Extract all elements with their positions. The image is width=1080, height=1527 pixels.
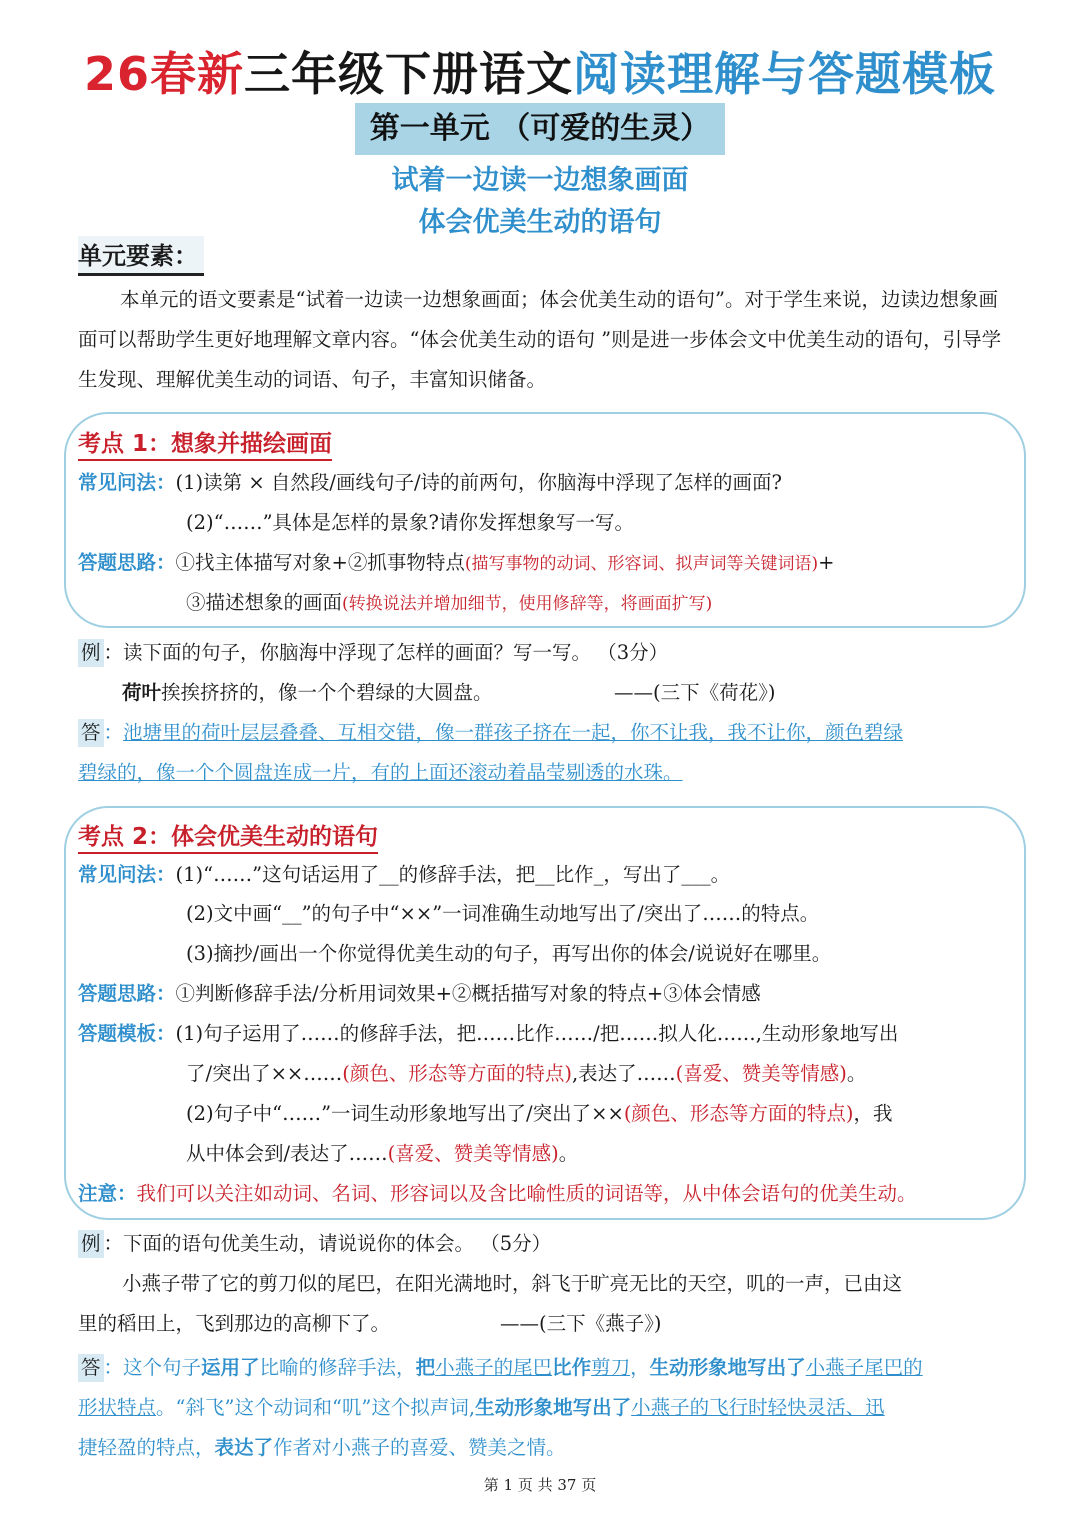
- template-text-4c: 。: [558, 1142, 579, 1165]
- point-2-idea-row: [78, 980, 761, 1008]
- point-2-question-row-2: (2)文中画“__”的句子中“××”一词准确生动地写出了/突出了……的特点。: [186, 902, 820, 925]
- idea-label: 答题思路：: [78, 551, 176, 574]
- page-number: 第 1 页 共 37 页: [483, 1476, 597, 1494]
- point-1-question-row-2: (2)“……”具体是怎样的景象?请你发挥想象写一写。: [186, 511, 635, 534]
- subtitle-line-1: 试着一边读一边想象画面: [391, 165, 689, 196]
- answer-seg: 小燕子的尾巴: [435, 1356, 553, 1379]
- point-2-question-row-1: [78, 861, 730, 889]
- example-question-text: ：下面的语句优美生动，请说说你的体会。 （5分）: [103, 1232, 552, 1255]
- answer-seg: 小燕子的飞行时轻快灵活、迅: [631, 1396, 885, 1419]
- title-grade: 三年级下册语文: [244, 47, 573, 101]
- quote-bold: 荷叶: [122, 681, 162, 704]
- template-text-3a: (2)句子中“……”一词生动形象地写出了/突出了××: [186, 1102, 624, 1125]
- template-note-4b: (喜爱、赞美等情感): [387, 1142, 559, 1165]
- point-2-note-row: [78, 1180, 917, 1208]
- idea-text: ①判断修辞手法/分析用词效果+②概括描写对象的特点+③体会情感: [175, 982, 761, 1005]
- template-note-2b: (颜色、形态等方面的特点): [342, 1062, 572, 1085]
- template-text-2c: ,表达了……: [571, 1062, 676, 1085]
- idea-note: (描写事物的动词、形容词、拟声词等关键词语): [464, 554, 819, 574]
- note-text: 我们可以关注如动词、名词、形容词以及含比喻性质的词语等，从中体会语句的优美生动。: [136, 1182, 917, 1205]
- idea-tail: +: [818, 551, 835, 574]
- question-label: 常见问法：: [78, 471, 176, 494]
- idea-main-2: ③描述想象的画面: [186, 591, 343, 614]
- answer-text: 池塘里的荷叶层层叠叠、互相交错，像一群孩子挤在一起，你不让我，我不让你，颜色碧绿: [123, 721, 904, 744]
- answer-seg: 运用了: [201, 1356, 260, 1379]
- title-year: 26春新: [83, 47, 244, 101]
- idea-note-2: (转换说法并增加细节，使用修辞等，将画面扩写): [342, 594, 713, 614]
- example-1-answer-line-2: [78, 759, 683, 787]
- answer-seg: 形状特点: [78, 1396, 157, 1419]
- answer-seg: 捷轻盈的特点: [78, 1436, 196, 1459]
- answer-seg: 。“斜飞”这个动词和“叽”这个拟声词,: [156, 1396, 476, 1419]
- note-label: 注意：: [78, 1182, 137, 1205]
- example-2-source: ——(三下《燕子》): [500, 1312, 662, 1335]
- example-tag: 例: [78, 1230, 104, 1258]
- example-1-source: ——(三下《荷花》): [614, 681, 776, 704]
- answer-seg: 生动形象地写出了: [475, 1396, 632, 1419]
- unit-elements-heading: 单元要素：: [78, 236, 204, 276]
- point-2-template-row-4: [186, 1140, 578, 1168]
- example-tag: 例: [78, 639, 104, 667]
- point-2-template-row-2: [186, 1060, 866, 1088]
- answer-seg: 表达了: [214, 1436, 274, 1459]
- template-text-3c: ，我: [853, 1102, 893, 1125]
- unit-elements-paragraph: 本单元的语文要素是“试着一边读一边想象画面；体会优美生动的语句”。对于学生来说，边读边想象画面可以帮助学生更好地理解文章内容。“体会优美生动的语句 ”则是进一步体会文中优美生动的语句，引导学生发现、理解优美生动的词语、句子，丰富知识储备。: [78, 288, 1002, 391]
- answer-tag: 答: [78, 1354, 104, 1382]
- example-2-answer-line-2: [78, 1394, 885, 1422]
- example-1-question: [78, 639, 668, 667]
- example-2-passage-line-2: 里的稻田上，飞到那边的高柳下了。: [78, 1312, 391, 1335]
- point-1-idea-row-2: [186, 589, 712, 618]
- answer-seg: 作者对小燕子的喜爱、赞美之情。: [273, 1436, 566, 1459]
- point-1-question-row-1: [78, 469, 782, 497]
- point-2-question-row-3: (3)摘抄/画出一个你觉得优美生动的句子，再写出你的体会/说说好在哪里。: [186, 942, 832, 965]
- template-note-3b: (颜色、形态等方面的特点): [623, 1102, 854, 1125]
- example-2-passage-line-1: 小燕子带了它的剪刀似的尾巴，在阳光满地时，斜飞于旷亮无比的天空，叽的一声，已由这: [122, 1272, 903, 1295]
- example-2-answer-line-1: [78, 1354, 923, 1382]
- page-title: [0, 38, 1080, 104]
- question-text: (1)“……”这句话运用了__的修辞手法，把__比作_，写出了___。: [175, 863, 731, 886]
- point-2-template-row-1: [78, 1020, 898, 1048]
- idea-label: 答题思路：: [78, 982, 176, 1005]
- point-2-template-row-3: [186, 1100, 893, 1128]
- point-2-title: 考点 2：体会优美生动的语句: [78, 818, 378, 854]
- title-topic: 阅读理解与答题模板: [573, 47, 996, 101]
- example-2-answer-line-3: [78, 1434, 566, 1462]
- answer-seg: 小燕子尾巴的: [805, 1356, 923, 1379]
- idea-main: ①找主体描写对象+②抓事物特点: [175, 551, 465, 574]
- answer-seg: 把: [415, 1356, 436, 1379]
- answer-seg: ：这个句子: [103, 1356, 202, 1379]
- point-1-title: 考点 1：想象并描绘画面: [78, 425, 332, 461]
- example-1-quote: [122, 679, 493, 707]
- answer-seg: ，: [195, 1436, 215, 1459]
- subtitle-line-2: 体会优美生动的语句: [418, 207, 662, 238]
- point-1-idea-row-1: [78, 549, 834, 578]
- quote-text: 挨挨挤挤的，像一个个碧绿的大圆盘。: [161, 681, 493, 704]
- template-text-2a: 了/突出了××……: [186, 1062, 343, 1085]
- question-label: 常见问法：: [78, 863, 176, 886]
- answer-seg: 剪刀: [591, 1356, 631, 1379]
- question-text: (1)读第 × 自然段/画线句子/诗的前两句，你脑海中浮现了怎样的画面?: [175, 471, 782, 494]
- answer-seg: 生动形象地写出了: [649, 1356, 806, 1379]
- answer-seg: 比作: [552, 1356, 592, 1379]
- unit-title: 第一单元 （可爱的生灵）: [355, 103, 725, 155]
- example-1-answer-line-1: 答 ：池塘里的荷叶层层叠叠、互相交错，像一群孩子挤在一起，你不让我，我不让你，颜色碧绿: [78, 719, 903, 747]
- answer-seg: ，: [630, 1356, 650, 1379]
- template-note-2d: (喜爱、赞美等情感): [675, 1062, 847, 1085]
- template-text-2e: 。: [846, 1062, 867, 1085]
- template-text-4a: 从中体会到/表达了……: [186, 1142, 388, 1165]
- answer-text-2: 碧绿的，像一个个圆盘连成一片，有的上面还滚动着晶莹剔透的水珠。: [78, 761, 683, 784]
- example-2-question: [78, 1230, 551, 1258]
- answer-seg: 比喻的修辞手法，: [259, 1356, 416, 1379]
- template-label: 答题模板：: [78, 1022, 176, 1045]
- answer-tag: 答: [78, 719, 104, 747]
- template-text-1: (1)句子运用了……的修辞手法，把……比作……/把……拟人化……,生动形象地写出: [175, 1022, 899, 1045]
- example-question-text: ：读下面的句子，你脑海中浮现了怎样的画面？写一写。 （3分）: [103, 641, 669, 664]
